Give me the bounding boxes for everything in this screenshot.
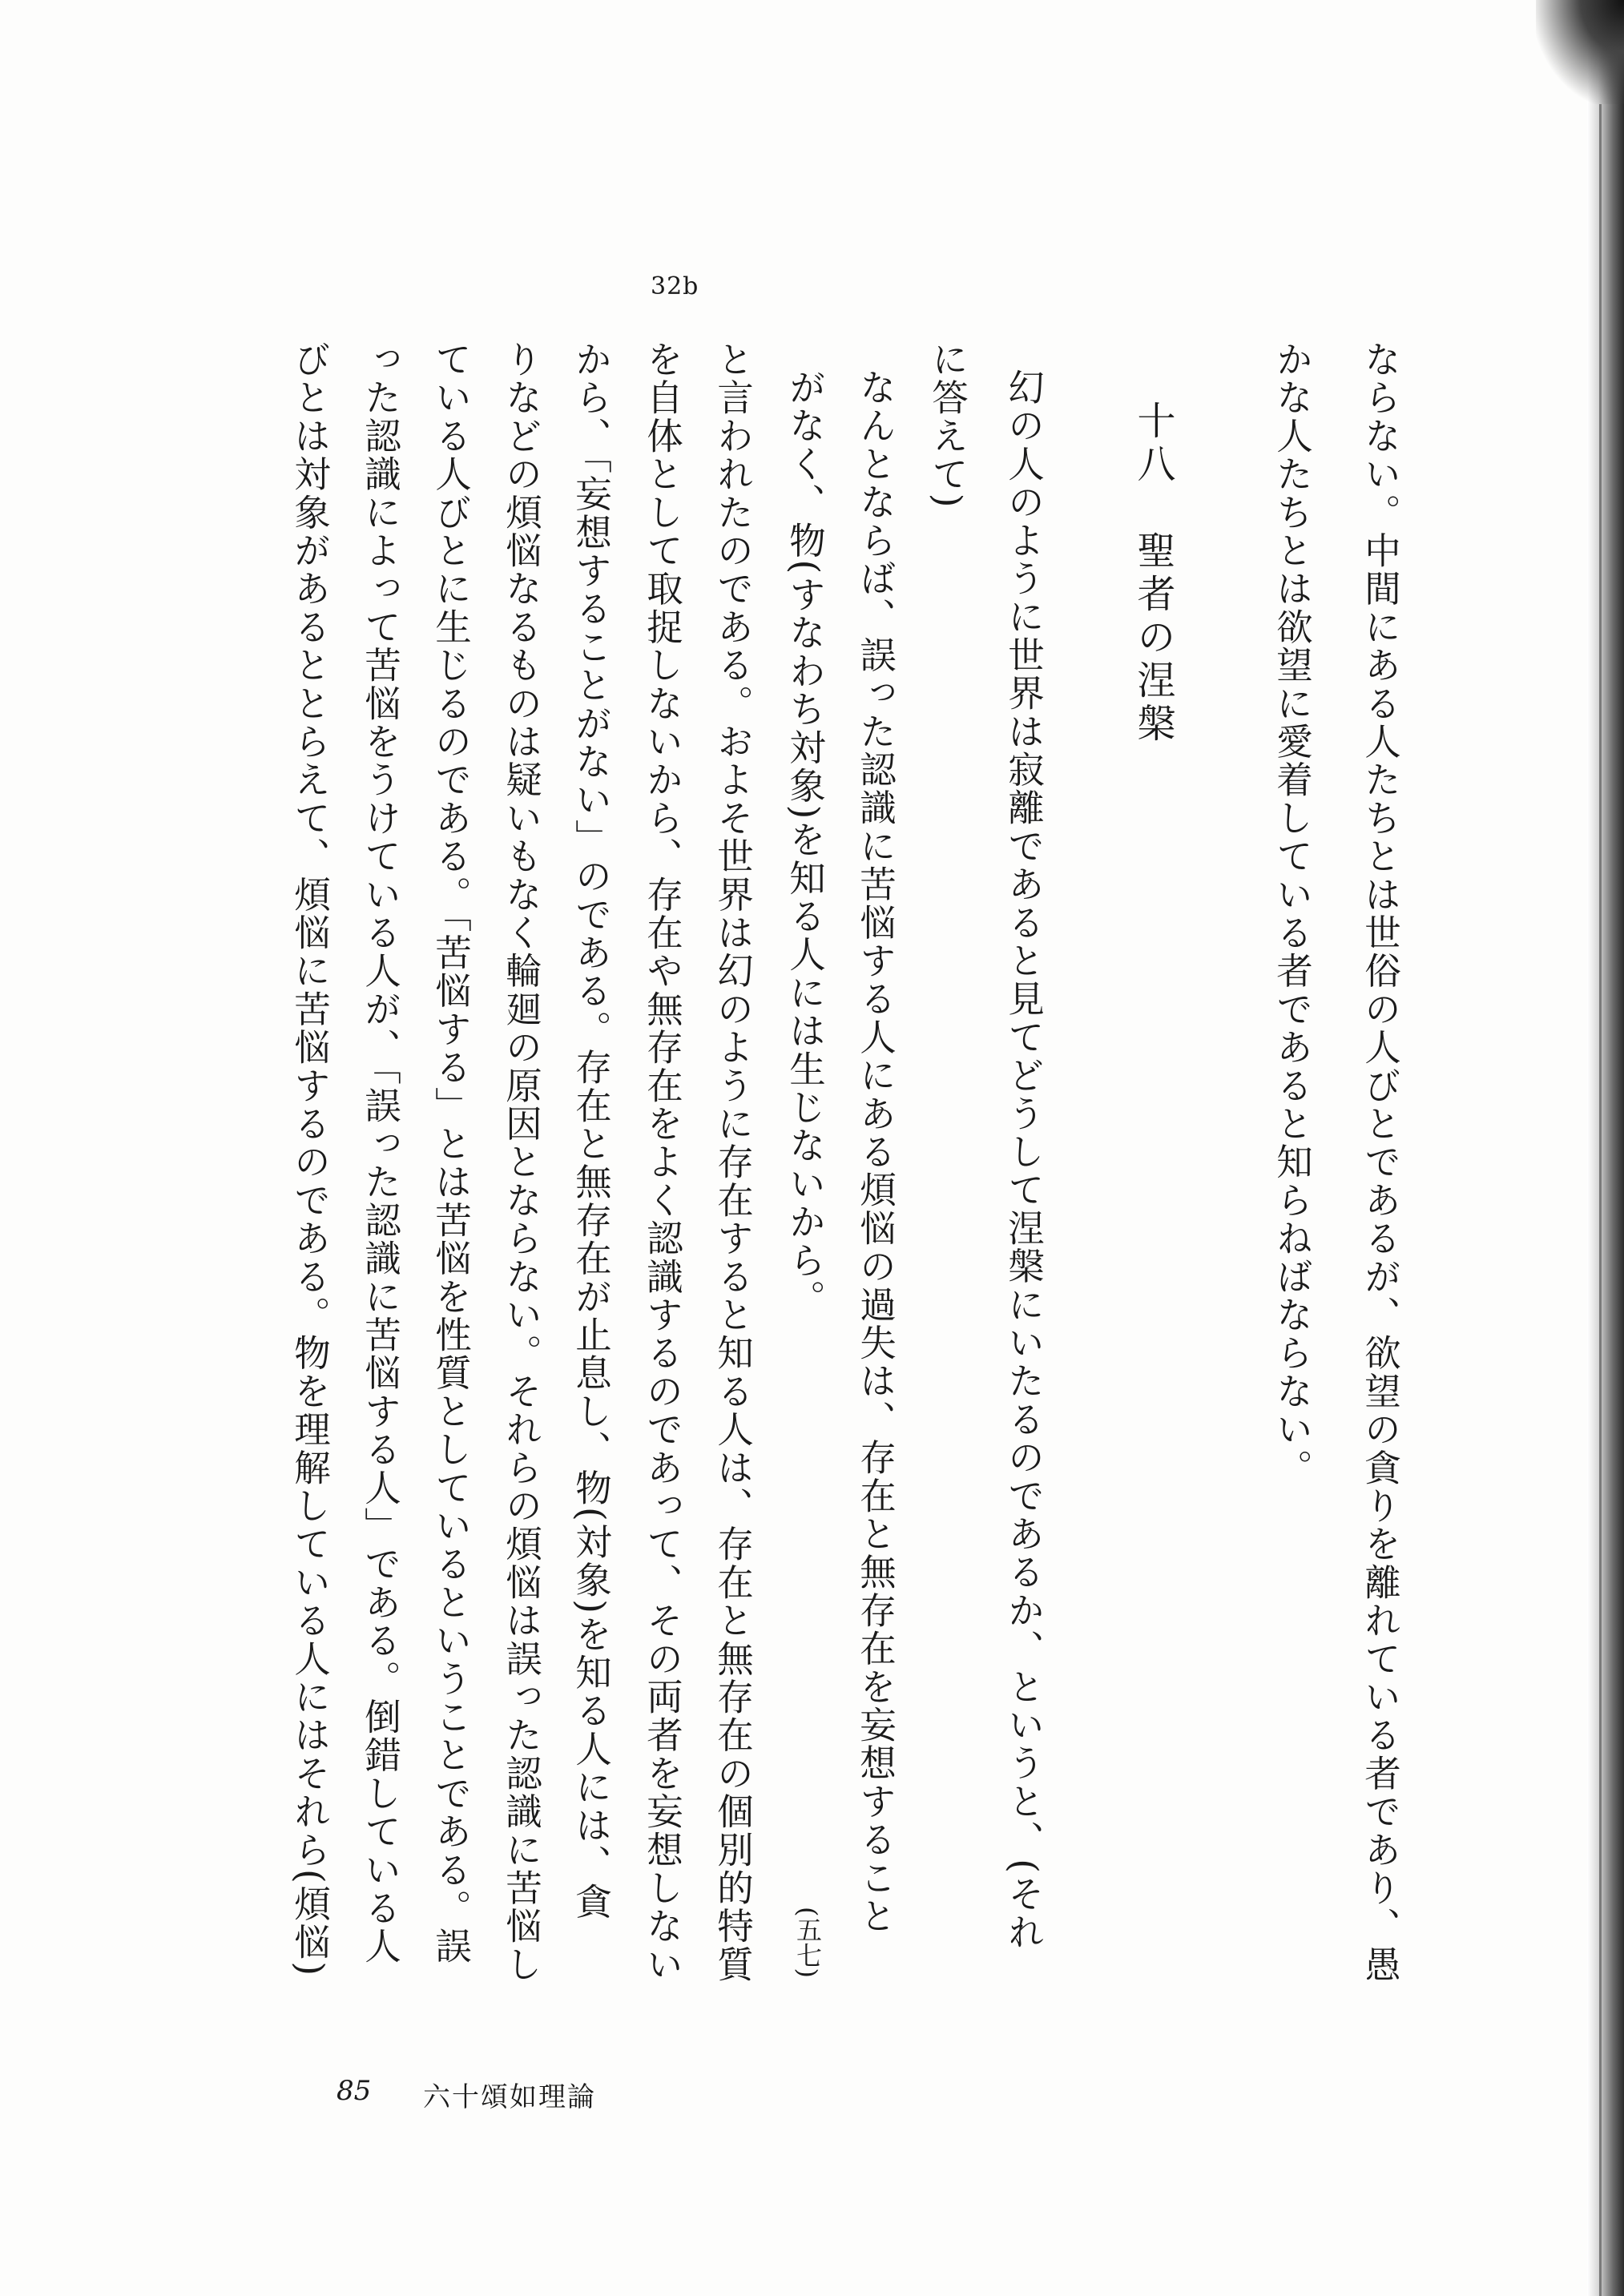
text-column-4: に答えて) [926,340,969,510]
scan-binding-line [1599,104,1602,2296]
text-column-9: から、「妄想することがない」のである。存在と無存在が止息し、物(対象)を知る人には、貪 [570,340,613,1921]
book-title: 六十頌如理論 [423,2081,596,2113]
text-column-5: なんとならば、誤った認識に苦悩する人にある煩悩の過失は、存在と無存在を妄想すること [854,369,897,1935]
text-column-13: びとは対象があるととらえて、煩悩に苦悩するのである。物を理解している人にはそれら(煩悩) [288,340,332,1978]
text-column-8: を自体として取捉しないから、存在や無存在をよく認識するのであって、その両者を妄想しない [641,340,684,1984]
page-number: 85 [336,2075,372,2107]
text-column-12: った認識によって苦悩をうけている人が、「誤った認識に苦悩する人」である。倒錯している人 [359,340,402,1966]
folio-marker: 32b [651,272,699,300]
text-column-10: りなどの煩悩なるものは疑いもなく輪廻の原因とならない。それらの煩悩は誤った認識に苦悩し [500,340,543,1984]
scan-shadow-edge [1587,0,1624,2296]
text-column-7: と言われたのである。およそ世界は幻のように存在すると知る人は、存在と無存在の個別的特質 [711,340,755,1984]
text-column-6: がなく、物(すなわち対象)を知る人には生じないから。 [784,369,827,1318]
text-column-11: ている人びとに生じるのである。「苦悩する」とは苦悩を性質としているということである。誤 [429,340,473,1966]
text-column-2: かな人たちとは欲望に愛着している者であると知らねばならない。 [1271,340,1314,1487]
scan-shadow-corner [1536,0,1624,104]
verse-number: (五七) [792,1907,823,1978]
text-column-3: 幻の人のように世界は寂離であると見てどうして涅槃にいたるのであるか、というと、(それ [1002,369,1046,1952]
section-heading: 十八 聖者の涅槃 [1130,401,1175,747]
text-column-1: ならない。中間にある人たちとは世俗の人びとであるが、欲望の貪りを離れている者であり、愚 [1359,340,1402,1984]
